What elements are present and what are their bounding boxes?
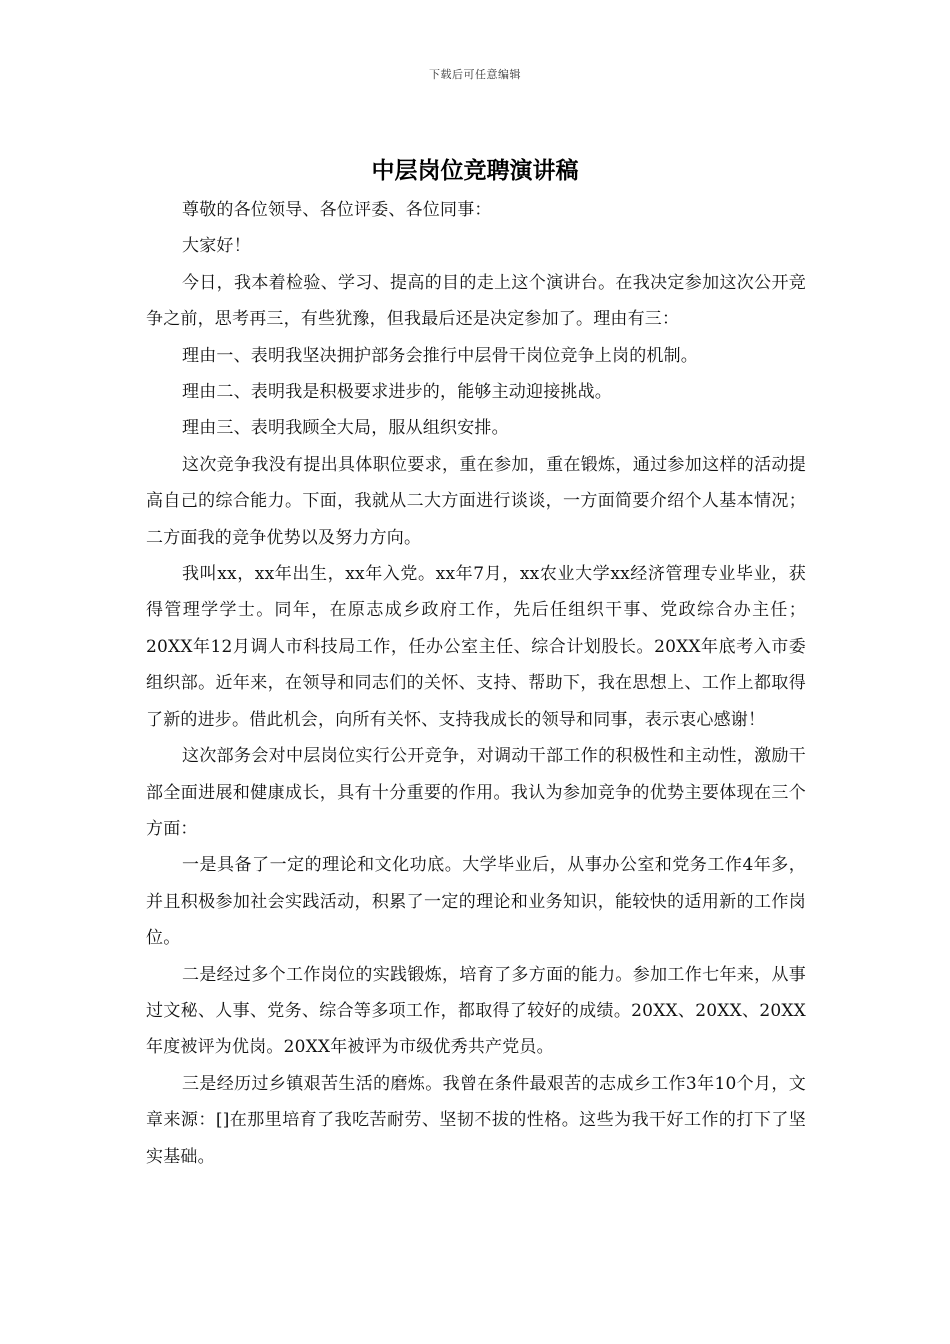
paragraph-overview: 这次竞争我没有提出具体职位要求，重在参加，重在锻炼，通过参加这样的活动提高自己的综合能力。下面，我就从二大方面进行谈谈，一方面简要介绍个人基本情况；二方面我的竞争优势以及努力方向。 [146,454,806,548]
paragraph-advantage-one: 一是具备了一定的理论和文化功底。大学毕业后，从事办公室和党务工作4年多，并且积极参加社会实践活动，积累了一定的理论和业务知识，能较快的适用新的工作岗位。 [146,855,806,949]
paragraph-advantages: 这次部务会对中层岗位实行公开竞争，对调动干部工作的积极性和主动性，激励干部全面进展和健康成长，具有十分重要的作用。我认为参加竞争的优势主要体现在三个方面： [146,746,806,839]
paragraph-reason-three: 理由三、表明我顾全大局，服从组织安排。 [182,418,509,439]
paragraph-greeting: 大家好！ [182,236,251,257]
paragraph-reason-two: 理由二、表明我是积极要求进步的，能够主动迎接挑战。 [182,382,612,403]
paragraph-background: 我叫xx，xx年出生，xx年入党。xx年7月，xx农业大学xx经济管理专业毕业，获得管理学学士。同年，在原志成乡政府工作，先后任组织干事、党政综合办主任；20XX年12月调人市科技局工作，任办公室主任、综合计划股长。20XX年底考入市委组织部。近年来，在领导和同志们的关怀、支持、帮助下，我在思想上、工作上都取得了新的进步。借此机会，向所有关怀、支持我成长的领导和同事，表示衷心感谢！ [146,564,806,730]
document-title: 中层岗位竞聘演讲稿 [371,157,579,184]
paragraph-reason-one: 理由一、表明我坚决拥护部务会推行中层骨干岗位竞争上岗的机制。 [182,345,698,366]
paragraph-intro: 今日，我本着检验、学习、提高的目的走上这个演讲台。在我决定参加这次公开竞争之前，思考再三，有些犹豫，但我最后还是决定参加了。理由有三： [146,272,806,330]
page-header-note: 下载后可任意编辑 [429,68,521,81]
document-body [146,192,806,1175]
paragraph-salutation: 尊敬的各位领导、各位评委、各位同事： [182,200,492,220]
paragraph-advantage-three: 三是经历过乡镇艰苦生活的磨炼。我曾在条件最艰苦的志成乡工作3年10个月，文章来源：[]在那里培育了我吃苦耐劳、坚韧不拔的性格。这些为我干好工作的打下了坚实基础。 [146,1073,806,1167]
paragraph-advantage-two: 二是经过多个工作岗位的实践锻炼，培育了多方面的能力。参加工作七年来，从事过文秘、人事、党务、综合等多项工作，都取得了较好的成绩。20XX、20XX、20XX年度被评为优岗。20XX年被评为市级优秀共产党员。 [146,964,806,1058]
